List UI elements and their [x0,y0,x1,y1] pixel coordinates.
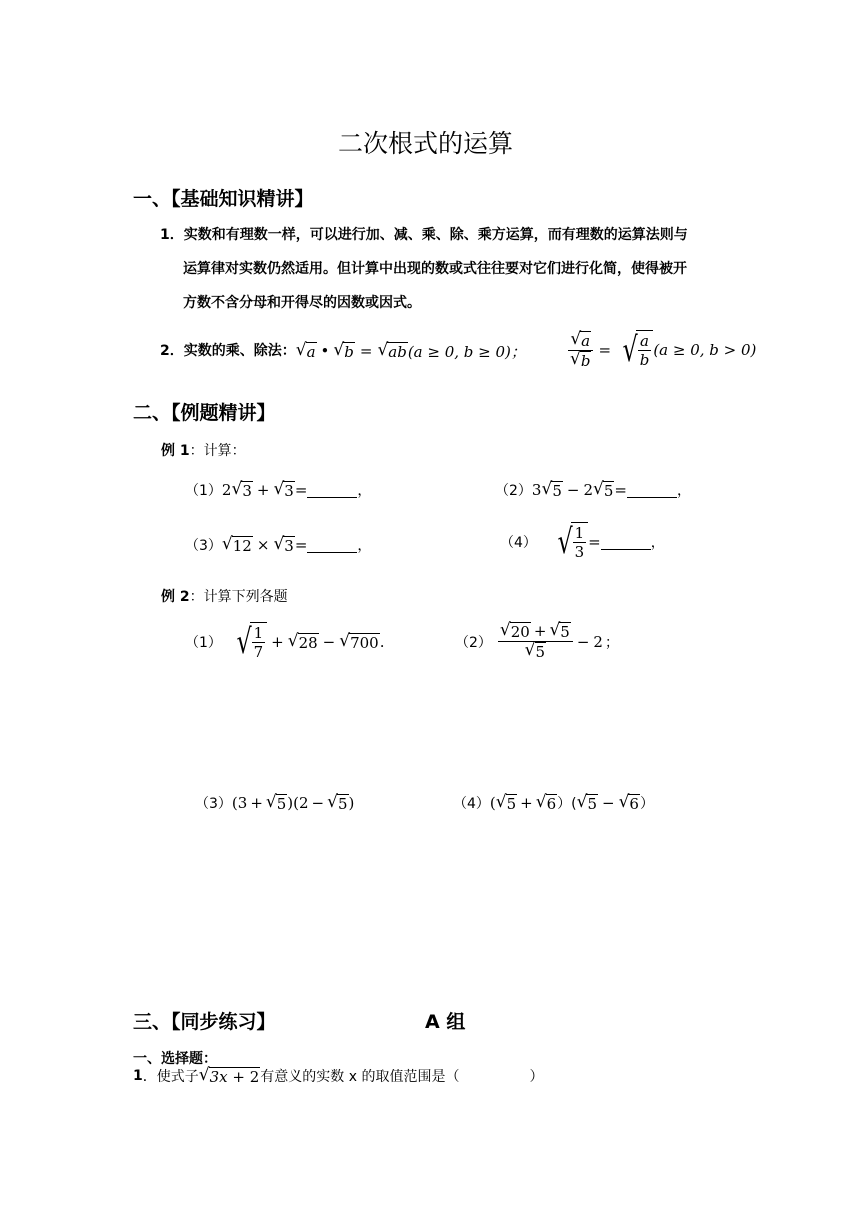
question-close: ） [529,1069,544,1085]
item2-label: 2．实数的乘、除法： [160,343,296,359]
problem-tag: （1） [185,483,222,499]
problem-tag: （3） [195,796,232,812]
item1-line2: 运算律对实数仍然适用。但计算中出现的数或式往往要对它们进行化简，使得被开 [183,261,687,277]
question-text-pre: ．使式子 [142,1069,199,1085]
page-title: 二次根式的运算 [338,129,514,158]
example1-heading [161,440,246,460]
example1-text: ：计算： [189,443,246,459]
answer-blank[interactable] [307,538,357,553]
item2-condition2: (a ≥ 0, b > 0) [653,341,757,359]
choice-subheading: 一、选择题： [133,1051,217,1067]
answer-blank[interactable] [307,483,357,498]
ex1-problem4: （4） √ $\frac{1}{3}$ = ， [500,522,665,562]
ex2-problem2: （2） √ 20 + √ 5 √ 5 − 2 ； [455,620,619,661]
ex2-problem3: （3） (3 + √ 5 )(2 − √ 5 ) [195,791,355,813]
item1-line1: 1．实数和有理数一样，可以进行加、减、乘、除、乘方运算，而有理数的运算法则与 [160,227,688,243]
section-heading-practice: 三、【同步练习】 [133,1011,276,1033]
ex1-problem1: （1） 2 √ 3 + √ 3 = ， [185,478,372,500]
question-1: 1 ．使式子 √ 3x + 2 有意义的实数 x 的取值范围是（ ） [133,1064,544,1086]
ex2-problem1: （1） √ $\frac{1}{7}$ + √ 28 − √ 700 . [185,622,385,662]
section-heading-basics: 一、【基础知识精讲】 [133,188,314,210]
problem-tag: （2） [455,634,492,651]
sqrt-a: √ a [295,339,316,361]
question-number: 1 [133,1068,143,1084]
ex1-problem2: （2） 3 √ 5 − 2 √ 5 = ， [495,478,691,500]
ex1-problem3: （3） √ 12 × √ 3 = ， [185,533,372,555]
ex2-problem4: （4） ( √ 5 + √ 6 ）( √ 5 − √ 6 ） [453,791,654,813]
problem-tag: （2） [495,483,532,499]
problem-tag: （4） [453,796,490,812]
problem-tag: （4） [500,535,537,551]
problem-tag: （3） [185,538,222,554]
example2-text: ：计算下列各题 [189,589,288,605]
answer-blank[interactable] [601,535,651,550]
example2-label: 例 2 [161,589,190,605]
item2-row: 2．实数的乘、除法： √ a • √ b = √ ab (a ≥ 0, b ≥ 0)； [160,339,526,361]
item1-line3: 方数不含分母和开得尽的因数或因式。 [183,295,421,311]
sqrt-b: √ b [333,339,354,361]
answer-blank[interactable] [627,483,677,498]
example1-label: 例 1 [161,443,190,459]
question-text-post: 有意义的实数 x 的取值范围是（ [260,1069,460,1085]
problem-tag: （1） [185,635,222,651]
example2-heading [161,586,288,606]
sqrt-ab: √ ab [377,339,407,361]
section-heading-examples: 二、【例题精讲】 [133,402,276,424]
item2-condition1: (a ≥ 0, b ≥ 0)； [407,342,526,361]
group-label: A 组 [425,1011,466,1033]
item2-division-formula: √ a √ b = √ $\frac{a}{b}$ (a ≥ 0, b > 0) [570,328,757,370]
